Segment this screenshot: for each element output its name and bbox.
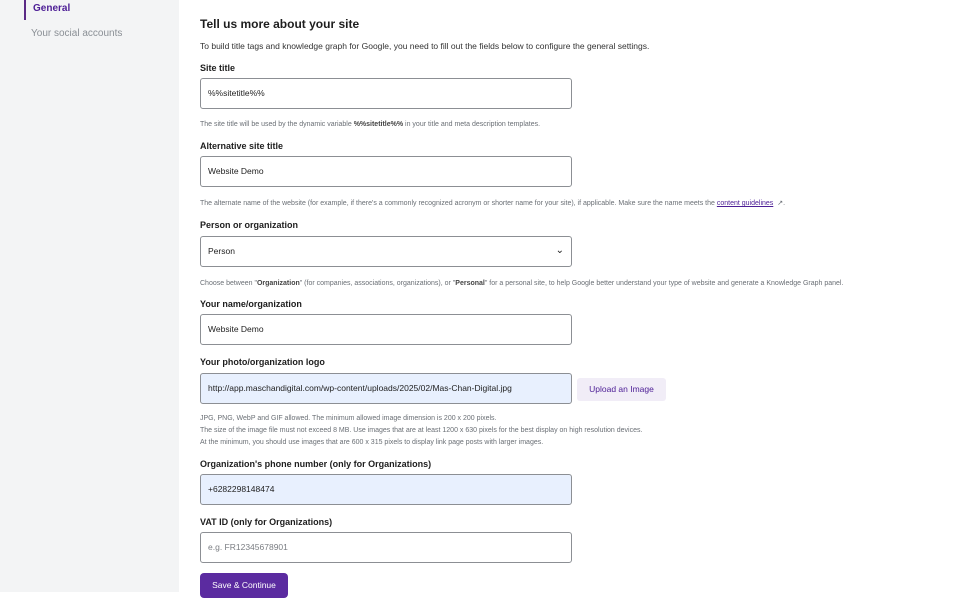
phone-input[interactable] [200, 474, 572, 505]
sidebar-item-social-accounts[interactable]: Your social accounts [31, 28, 123, 39]
vat-input[interactable] [200, 532, 572, 563]
person-org-select[interactable] [200, 236, 572, 267]
sidebar [0, 0, 179, 592]
site-title-input[interactable] [200, 78, 572, 109]
site-title-description: The site title will be used by the dynamic variable %%sitetitle%% in your title and meta description templates. [200, 121, 541, 128]
alt-title-value: Website Demo [208, 166, 264, 176]
alt-title-description: The alternate name of the website (for example, if there's a commonly recognized acronym or shorter name for your site), if applicable. Make sure the name meets the content guidelines ↗. [200, 198, 785, 210]
site-title-value: %%sitetitle%% [208, 88, 265, 98]
logo-url-value: http://app.maschandigital.com/wp-content/uploads/2025/02/Mas-Chan-Digital.jpg [208, 383, 512, 393]
name-org-value: Website Demo [208, 324, 264, 334]
phone-label: Organization's phone number (only for Organizations) [200, 459, 432, 469]
name-org-input[interactable] [200, 314, 572, 345]
logo-description-1: JPG, PNG, WebP and GIF allowed. The minimum allowed image dimension is 200 x 200 pixels. [200, 415, 497, 422]
phone-value: +6282298148474 [208, 484, 275, 494]
chevron-down-icon: ⌄ [555, 245, 564, 256]
section-title: Tell us more about your site [200, 17, 360, 31]
external-link-icon: ↗ [777, 200, 784, 207]
save-continue-button[interactable]: Save & Continue [200, 573, 288, 598]
content-guidelines-link[interactable]: content guidelines [716, 200, 774, 207]
logo-description-3: At the minimum, you should use images that are 600 x 315 pixels to display link page posts with larger images. [200, 439, 544, 446]
alt-title-label: Alternative site title [200, 141, 284, 151]
person-org-description: Choose between "Organization" (for companies, associations, organizations), or "Personal" for a personal site, to help Google better understand your type of website and generate a Knowledge Graph panel. [200, 280, 844, 287]
person-org-label: Person or organization [200, 220, 299, 230]
site-title-label: Site title [200, 63, 236, 73]
vat-placeholder: e.g. FR12345678901 [208, 542, 288, 552]
logo-label: Your photo/organization logo [200, 357, 325, 367]
upload-image-button[interactable]: Upload an Image [577, 378, 666, 401]
logo-url-input[interactable] [200, 373, 572, 404]
alt-title-input[interactable] [200, 156, 572, 187]
person-org-value: Person [208, 246, 235, 256]
name-org-label: Your name/organization [200, 299, 302, 309]
logo-description-2: The size of the image file must not exceed 8 MB. Use images that are at least 1200 x 630 pixels for the best display on high resolution devices. [200, 427, 643, 434]
vat-label: VAT ID (only for Organizations) [200, 517, 333, 527]
sidebar-item-general[interactable]: General [24, 0, 70, 20]
section-intro: To build title tags and knowledge graph for Google, you need to fill out the fields below to configure the general settings. [200, 41, 650, 51]
